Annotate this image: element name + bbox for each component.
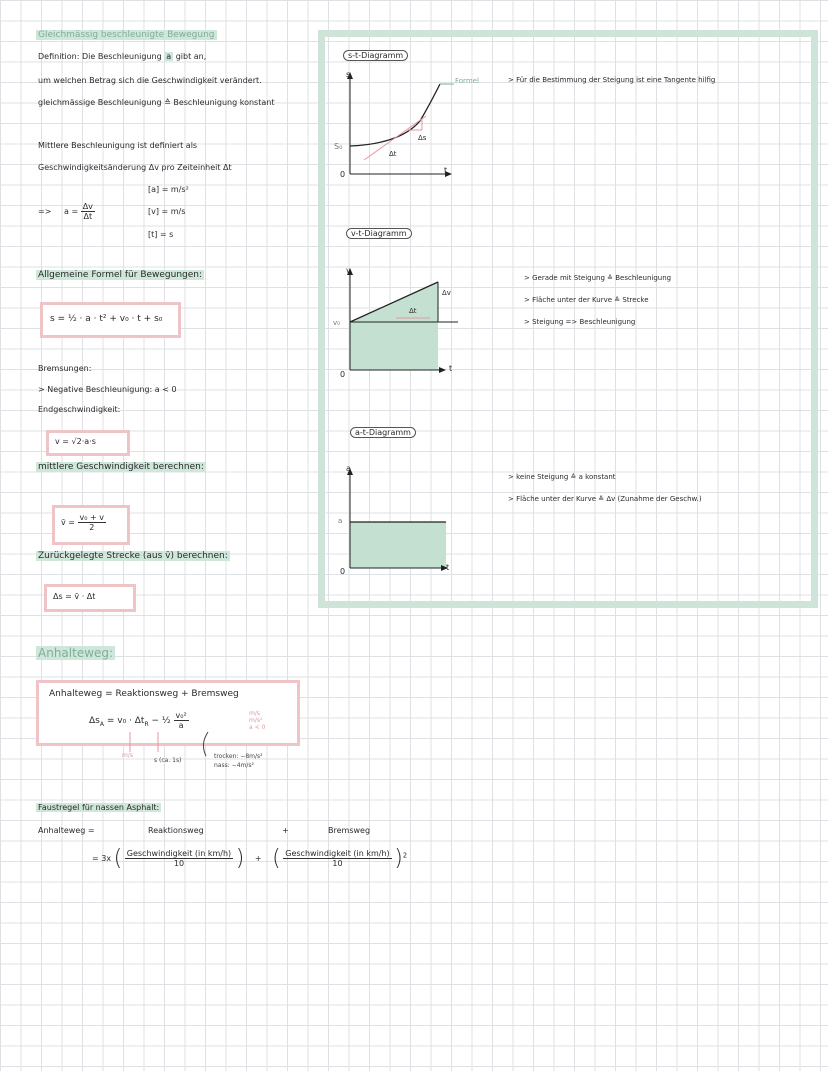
formula-unit-annotations: m/s m/s² a < 0 bbox=[249, 710, 266, 731]
st-y-label: s bbox=[346, 70, 351, 79]
definition-line: Definition: Die Beschleunigung a gibt an, bbox=[38, 52, 207, 61]
at-note-1: > keine Steigung ≙ a konstant bbox=[508, 473, 616, 481]
section-title: Gleichmässig beschleunigte Bewegung bbox=[38, 30, 215, 40]
end-speed-formula: v = √2·a·s bbox=[55, 437, 96, 446]
rule-title: Faustregel für nassen Asphalt: bbox=[38, 803, 160, 812]
vt-y-label: v bbox=[346, 266, 351, 275]
distance-formula: Δs = v̄ · Δt bbox=[53, 592, 96, 601]
at-a-level: a bbox=[338, 517, 343, 525]
unit-v: [v] = m/s bbox=[148, 207, 186, 216]
at-x-label: t bbox=[446, 563, 450, 572]
at-y-label: a bbox=[346, 464, 351, 473]
ann-reaction-time: s (ca. 1s) bbox=[154, 757, 182, 764]
unit-t: [t] = s bbox=[148, 230, 174, 239]
st-note: > Für die Bestimmung der Steigung ist eine Tangente hilfig bbox=[508, 76, 716, 84]
vt-note-3: > Steigung => Beschleunigung bbox=[524, 318, 636, 326]
vt-note-1: > Gerade mit Steigung ≙ Beschleunigung bbox=[524, 274, 672, 282]
end-speed-box bbox=[46, 430, 130, 456]
rule-lhs: Anhalteweg = bbox=[38, 826, 95, 835]
ann-decel-values: trocken: −8m/s² nass: −4m/s² bbox=[214, 753, 263, 769]
st-s0: S₀ bbox=[334, 142, 343, 151]
st-x-label: t bbox=[444, 166, 448, 175]
formula-annotation-lines bbox=[110, 730, 230, 770]
rule-brake-label: Bremsweg bbox=[328, 826, 371, 835]
distance-title: Zurückgelegte Strecke (aus v̄) berechnen: bbox=[38, 551, 228, 561]
st-formel: Formel bbox=[455, 77, 479, 85]
rule-formula: = 3x ( $\frac{\text{Geschwindigkeit (in km/h)}}{10}$ ) + ( $\frac{\text{Geschwindigkeit (in km/h)}}{10}$ )$^2$ bbox=[92, 846, 408, 871]
at-note-2: > Fläche unter der Kurve ≙ Δv (Zunahme der Geschw.) bbox=[508, 495, 702, 503]
definition-line-2: um welchen Betrag sich die Geschwindigkeit verändert. bbox=[38, 76, 262, 85]
accel-formula: a = $\frac{\Delta v}{\Delta t}$ bbox=[64, 202, 93, 221]
general-formula: s = ½ · a · t² + v₀ · t + s₀ bbox=[50, 314, 163, 324]
distance-box bbox=[44, 584, 136, 612]
anhalteweg-formula: $\Delta s_A = v_0 \cdot \Delta t_R$ − ½ $\frac{\text{v₀²}}{a}$ bbox=[89, 711, 187, 730]
vt-origin: 0 bbox=[340, 370, 346, 379]
vt-dt: Δt bbox=[409, 307, 417, 315]
rule-plus: + bbox=[282, 826, 289, 835]
rule-react-label: Reaktionsweg bbox=[148, 826, 204, 835]
avg-speed-title: mittlere Geschwindigkeit berechnen: bbox=[38, 462, 204, 472]
avg-speed-box bbox=[52, 505, 130, 545]
anhalteweg-title: Anhalteweg: bbox=[38, 646, 114, 660]
ann-v0-unit: m/s bbox=[122, 752, 133, 759]
mean-accel-line-2: Geschwindigkeitsänderung Δv pro Zeiteinheit Δt bbox=[38, 163, 232, 172]
st-dt: Δt bbox=[389, 150, 397, 158]
at-diagram-title: a-t-Diagramm bbox=[350, 427, 416, 438]
anhalteweg-formula-words: Anhalteweg = Reaktionsweg + Bremsweg bbox=[49, 689, 239, 699]
general-formula-title: Allgemeine Formel für Bewegungen: bbox=[38, 270, 203, 280]
st-diagram-title: s-t-Diagramm bbox=[343, 50, 408, 61]
at-origin: 0 bbox=[340, 567, 346, 576]
vt-v0: v₀ bbox=[333, 319, 340, 327]
vt-dv: Δv bbox=[442, 289, 451, 297]
st-origin: 0 bbox=[340, 170, 346, 179]
unit-a: [a] = m/s² bbox=[148, 185, 189, 194]
brake-line: > Negative Beschleunigung: a < 0 bbox=[38, 385, 177, 394]
vt-x-label: t bbox=[449, 364, 453, 373]
avg-speed-formula: v̄ = $\frac{\text{v₀ + v}}{2}$ bbox=[61, 513, 104, 532]
st-ds: Δs bbox=[418, 134, 427, 142]
definition-line-3: gleichmässige Beschleunigung ≙ Beschleunigung konstant bbox=[38, 98, 275, 107]
at-diagram bbox=[330, 462, 480, 577]
vt-diagram-title: v-t-Diagramm bbox=[346, 228, 412, 239]
end-speed-label: Endgeschwindigkeit: bbox=[38, 405, 121, 414]
vt-diagram bbox=[330, 262, 490, 377]
implies-arrow: => bbox=[38, 207, 52, 216]
mean-accel-line-1: Mittlere Beschleunigung ist definiert als bbox=[38, 141, 198, 150]
vt-note-2: > Fläche unter der Kurve ≙ Strecke bbox=[524, 296, 649, 304]
general-formula-box bbox=[40, 302, 181, 338]
brake-title: Bremsungen: bbox=[38, 364, 92, 373]
